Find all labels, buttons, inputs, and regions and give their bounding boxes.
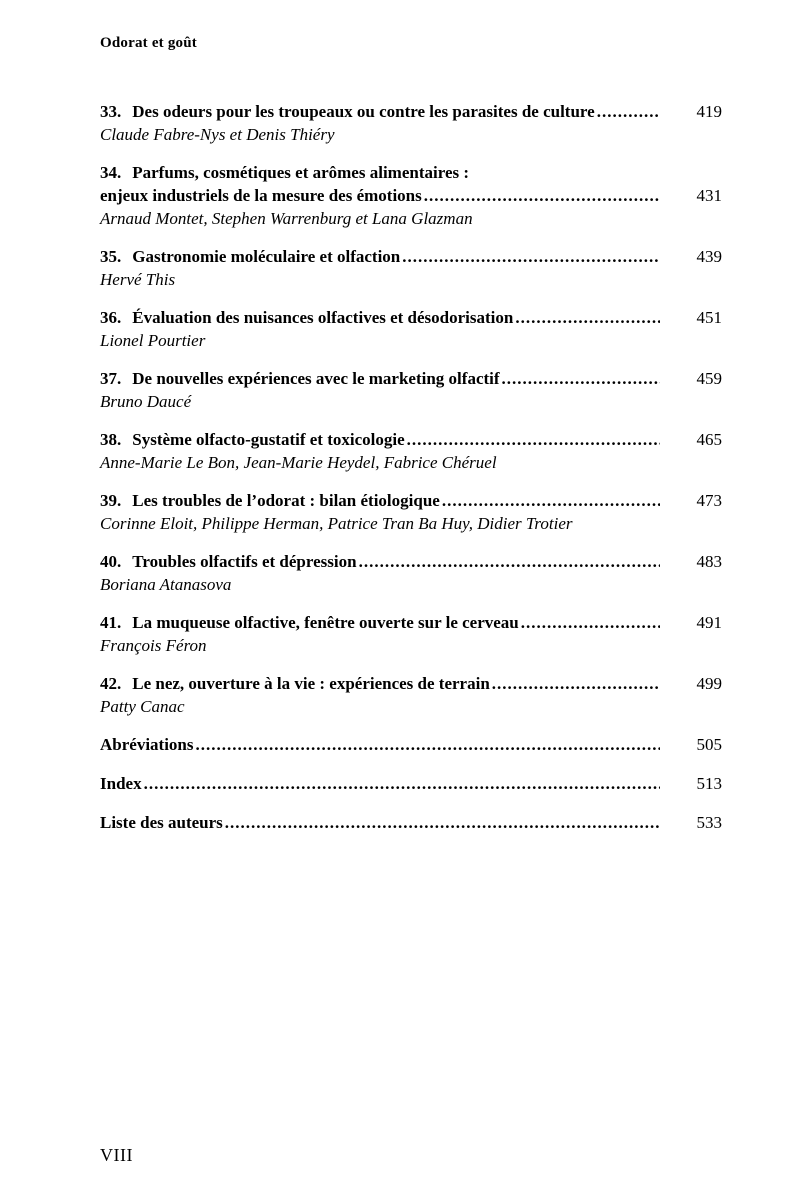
toc-entry-authors: Claude Fabre-Nys et Denis Thiéry — [100, 125, 335, 144]
toc-entry-page: 473 — [696, 491, 722, 510]
toc-entry-title: enjeux industriels de la mesure des émotions — [100, 186, 422, 205]
toc-back-matter-entry — [100, 733, 722, 756]
toc-entry-leader-line — [100, 100, 722, 123]
dot-leader — [424, 184, 660, 207]
toc-entry-leader-line — [100, 811, 722, 834]
toc-entry-page: 451 — [696, 308, 722, 327]
toc-entry-authors: Bruno Daucé — [100, 392, 192, 411]
toc-entry-authors: Boriana Atanasova — [100, 575, 232, 594]
toc-entry — [100, 367, 722, 413]
toc-entry-page: 431 — [696, 186, 722, 205]
toc-entry-leader-line — [100, 428, 722, 451]
toc-entry-leader-line — [100, 611, 722, 634]
dot-leader — [196, 733, 661, 756]
toc-entry-number: 40. — [100, 552, 122, 571]
toc-entry-page: 439 — [696, 247, 722, 266]
toc-entry-title: La muqueuse olfactive, fenêtre ouverte sur le cerveau — [132, 613, 519, 632]
toc-entry-title: Le nez, ouverture à la vie : expériences de terrain — [132, 674, 490, 693]
toc-entry-authors: Arnaud Montet, Stephen Warrenburg et Lana Glazman — [100, 209, 473, 228]
toc-entry-title: Gastronomie moléculaire et olfaction — [132, 247, 401, 266]
toc-entry-number: 35. — [100, 247, 122, 266]
toc-entry-title: Parfums, cosmétiques et arômes alimentaires : — [132, 163, 470, 182]
toc-entry-leader-line — [100, 550, 722, 573]
dot-leader — [502, 367, 660, 390]
toc-entry-page: 491 — [696, 613, 722, 632]
toc-entry-leader-line — [100, 367, 722, 390]
toc-entry — [100, 161, 722, 230]
dot-leader — [402, 245, 660, 268]
dot-leader — [359, 550, 660, 573]
toc-entry-leader-line — [100, 184, 722, 207]
toc-entry-page: 419 — [696, 102, 722, 121]
toc-entry-number: 37. — [100, 369, 122, 388]
dot-leader — [442, 489, 660, 512]
toc-entry-page: 465 — [696, 430, 722, 449]
toc-entry-authors: Hervé This — [100, 270, 176, 289]
toc-entry-page: 483 — [696, 552, 722, 571]
toc-entry-title: Troubles olfactifs et dépression — [132, 552, 357, 571]
toc-entry-leader-line — [100, 306, 722, 329]
toc-entry-authors: Anne-Marie Le Bon, Jean-Marie Heydel, Fabrice Chéruel — [100, 453, 497, 472]
toc-back-matter-entry — [100, 772, 722, 795]
toc-entry-number: 36. — [100, 308, 122, 327]
toc-entry-title: Liste des auteurs — [100, 813, 223, 832]
dot-leader — [597, 100, 660, 123]
toc-back-matter — [100, 733, 722, 834]
toc-entry-authors: Corinne Eloit, Philippe Herman, Patrice Tran Ba Huy, Didier Trotier — [100, 514, 573, 533]
toc-entry-authors: François Féron — [100, 636, 207, 655]
toc-entry-number: 34. — [100, 163, 122, 182]
toc-entry-authors: Lionel Pourtier — [100, 331, 206, 350]
toc-entry-page: 533 — [696, 813, 722, 832]
toc-entry-authors: Patty Canac — [100, 697, 185, 716]
toc-entry-page: 505 — [696, 735, 722, 754]
toc-entry-title: Index — [100, 774, 142, 793]
toc-entry-page: 513 — [696, 774, 722, 793]
dot-leader — [515, 306, 660, 329]
toc-entry-title: Abréviations — [100, 735, 194, 754]
dot-leader — [492, 672, 660, 695]
page-folio: VIII — [100, 1145, 133, 1165]
toc-list — [100, 100, 722, 834]
toc-entry — [100, 428, 722, 474]
toc-entry — [100, 245, 722, 291]
toc-entry — [100, 550, 722, 596]
toc-entry-number: 39. — [100, 491, 122, 510]
toc-entry-number: 38. — [100, 430, 122, 449]
toc-entry-number: 41. — [100, 613, 122, 632]
toc-entry — [100, 672, 722, 718]
toc-entry-title: Système olfacto-gustatif et toxicologie — [132, 430, 405, 449]
dot-leader — [144, 772, 660, 795]
toc-entry — [100, 306, 722, 352]
toc-entry — [100, 611, 722, 657]
toc-entry — [100, 489, 722, 535]
toc-entry-leader-line — [100, 245, 722, 268]
toc-entry-page: 459 — [696, 369, 722, 388]
toc-entry-page: 499 — [696, 674, 722, 693]
toc-entry-title-line — [100, 161, 722, 184]
toc-entry-title: De nouvelles expériences avec le marketing olfactif — [132, 369, 500, 388]
toc-entry-title: Les troubles de l’odorat : bilan étiologique — [132, 491, 440, 510]
toc-entry-leader-line — [100, 733, 722, 756]
toc-entry-leader-line — [100, 772, 722, 795]
toc-entry-leader-line — [100, 489, 722, 512]
toc-entry — [100, 100, 722, 146]
toc-entry-title: Évaluation des nuisances olfactives et désodorisation — [132, 308, 514, 327]
toc-entry-number: 42. — [100, 674, 122, 693]
toc-entry-leader-line — [100, 672, 722, 695]
dot-leader — [521, 611, 660, 634]
running-header: Odorat et goût — [100, 35, 197, 51]
dot-leader — [407, 428, 660, 451]
dot-leader — [225, 811, 660, 834]
toc-back-matter-entry — [100, 811, 722, 834]
toc-entry-title: Des odeurs pour les troupeaux ou contre les parasites de culture — [132, 102, 595, 121]
toc-entry-number: 33. — [100, 102, 122, 121]
